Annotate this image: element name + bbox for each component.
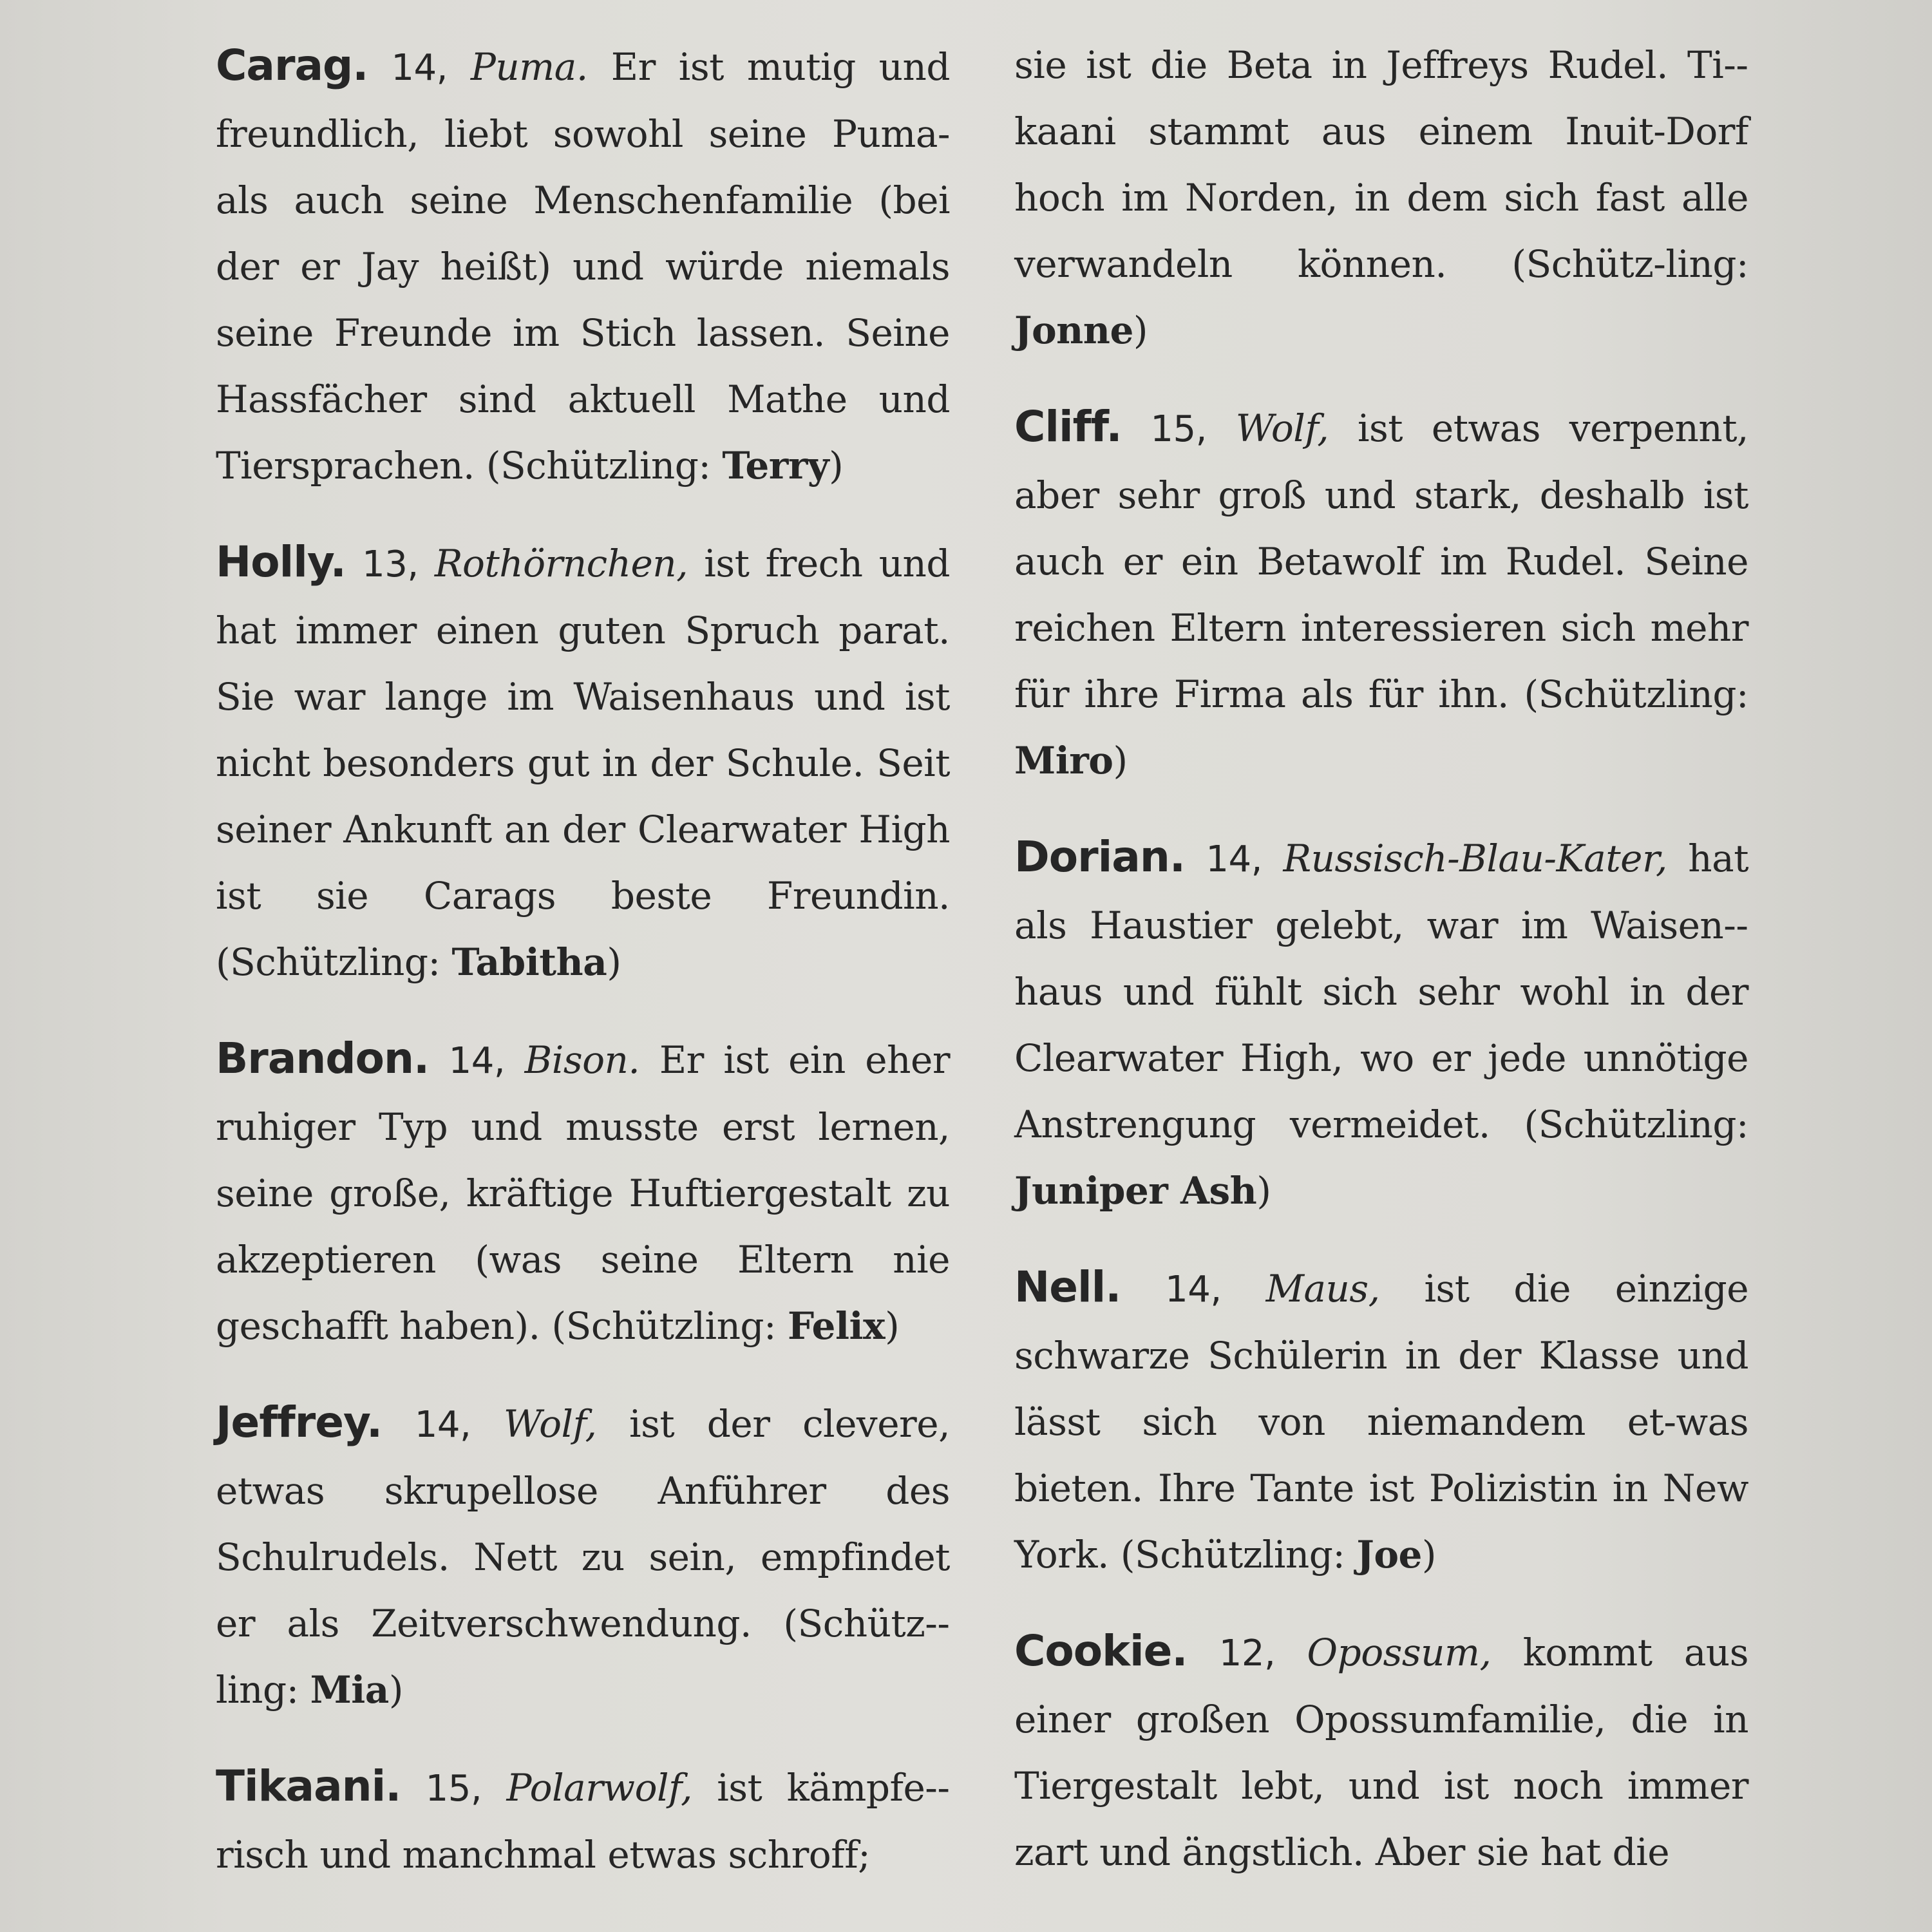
character-animal: Bison. (524, 1038, 640, 1082)
ward-name: Felix (788, 1304, 886, 1348)
character-description: ist der clevere, etwas skrupellose Anführer des Schulrudels. Nett zu sein, empfindet er als Zeitverschwendung. (Schütz-ling: (216, 1402, 951, 1712)
character-animal: Puma. (470, 45, 588, 89)
ward-name: Miro (1014, 739, 1113, 782)
character-entry-tikaani (216, 1753, 950, 1888)
ward-name: Mia (310, 1668, 389, 1712)
closing-paren: ) (388, 1668, 404, 1712)
character-name: Nell. (1014, 1262, 1121, 1312)
character-animal: Wolf, (503, 1402, 597, 1446)
closing-paren: ) (607, 940, 621, 984)
character-description: ist kämpfe-risch und manchmal etwas schroff; (216, 1766, 950, 1877)
character-description: sie ist die Beta in Jeffreys Rudel. Ti-kaani stammt aus einem Inuit-Dorf hoch im Norden, in dem sich fast alle verwandeln können. (Schütz-ling: (1014, 43, 1748, 286)
ward-name: Juniper Ash (1014, 1169, 1257, 1213)
character-entry-nell (1014, 1254, 1748, 1588)
ward-name: Terry (722, 444, 829, 488)
character-animal: Polarwolf, (506, 1766, 692, 1810)
entry-paragraph (1014, 1618, 1748, 1886)
closing-paren: ) (829, 444, 844, 488)
character-age: 14, (448, 1040, 506, 1082)
character-age: 14, (414, 1404, 471, 1446)
character-name: Cliff. (1014, 402, 1122, 451)
character-description: kommt aus einer großen Opossumfamilie, die in Tiergestalt lebt, und ist noch immer zart und ängstlich. Aber sie hat die (1014, 1631, 1749, 1874)
entry-paragraph (1014, 824, 1748, 1224)
character-description: Er ist ein eher ruhiger Typ und musste erst lernen, seine große, kräftige Huftiergestalt zu akzeptieren (was seine Eltern nie geschafft haben). (Schützling: (216, 1038, 951, 1348)
character-animal: Wolf, (1235, 406, 1329, 450)
closing-paren: ) (885, 1304, 900, 1348)
character-name: Brandon. (216, 1034, 430, 1083)
entry-paragraph (1014, 32, 1748, 364)
entry-paragraph (1014, 1254, 1748, 1588)
tikaani-continuation (1014, 32, 1748, 364)
character-age: 14, (391, 47, 448, 89)
character-entry-jeffrey (216, 1389, 950, 1723)
character-name: Cookie. (1014, 1626, 1188, 1676)
character-name: Carag. (216, 41, 368, 90)
character-animal: Russisch-Blau-Kater, (1283, 837, 1667, 880)
character-entry-cliff (1014, 393, 1748, 794)
left-column (216, 32, 950, 1918)
character-age: 12, (1218, 1633, 1276, 1674)
character-description: ist etwas verpennt, aber sehr groß und stark, deshalb ist auch er ein Betawolf im Rudel. Seine reichen Eltern interessieren sich mehr für ihre Firma als für ihn. (Schützling: (1014, 406, 1748, 716)
character-animal: Opossum, (1307, 1631, 1492, 1674)
character-name: Dorian. (1014, 832, 1185, 882)
character-age: 14, (1206, 838, 1262, 880)
entry-paragraph (1014, 393, 1748, 794)
character-animal: Rothörnchen, (434, 542, 688, 585)
character-name: Holly. (216, 537, 346, 587)
character-age: 15, (425, 1768, 482, 1810)
entry-paragraph (216, 529, 950, 996)
closing-paren: ) (1133, 308, 1148, 352)
closing-paren: ) (1113, 739, 1128, 782)
right-column (1014, 32, 1748, 1915)
ward-name: Jonne (1014, 308, 1133, 352)
character-age: 15, (1150, 408, 1207, 450)
character-entry-dorian (1014, 824, 1748, 1224)
character-age: 14, (1165, 1269, 1222, 1311)
character-description: ist die einzige schwarze Schülerin in der Klasse und lässt sich von niemandem et-was bieten. Ihre Tante ist Polizistin in New York. (Schützling: (1014, 1267, 1749, 1577)
character-age: 13, (362, 544, 419, 585)
character-entry-cookie (1014, 1618, 1748, 1886)
character-name: Tikaani. (216, 1761, 401, 1811)
entry-paragraph (216, 32, 950, 499)
closing-paren: ) (1256, 1169, 1271, 1213)
entry-paragraph (216, 1389, 950, 1723)
character-description: Er ist mutig und freundlich, liebt sowohl seine Puma- als auch seine Menschenfamilie (bei der er Jay heißt) und würde niemals seine Freunde im Stich lassen. Seine Hassfächer sind aktuell Mathe und Tiersprachen. (Schützling: (216, 45, 951, 488)
character-entry-carag (216, 32, 950, 499)
closing-paren: ) (1421, 1533, 1437, 1577)
character-animal: Maus, (1265, 1267, 1380, 1311)
character-description: ist frech und hat immer einen guten Spruch parat. Sie war lange im Waisenhaus und ist nicht besonders gut in der Schule. Seit seiner Ankunft an der Clearwater High ist sie Carags beste Freundin. (Schützling: (216, 542, 951, 984)
entry-paragraph (216, 1753, 950, 1888)
ward-name: Joe (1356, 1533, 1422, 1577)
character-entry-holly (216, 529, 950, 996)
character-entry-brandon (216, 1025, 950, 1359)
character-name: Jeffrey. (216, 1397, 383, 1447)
ward-name: Tabitha (451, 940, 607, 984)
entry-paragraph (216, 1025, 950, 1359)
character-description: hat als Haustier gelebt, war im Waisen-haus und fühlt sich sehr wohl in der Clearwater High, wo er jede unnötige Anstrengung vermeidet. (Schützling: (1014, 837, 1749, 1146)
